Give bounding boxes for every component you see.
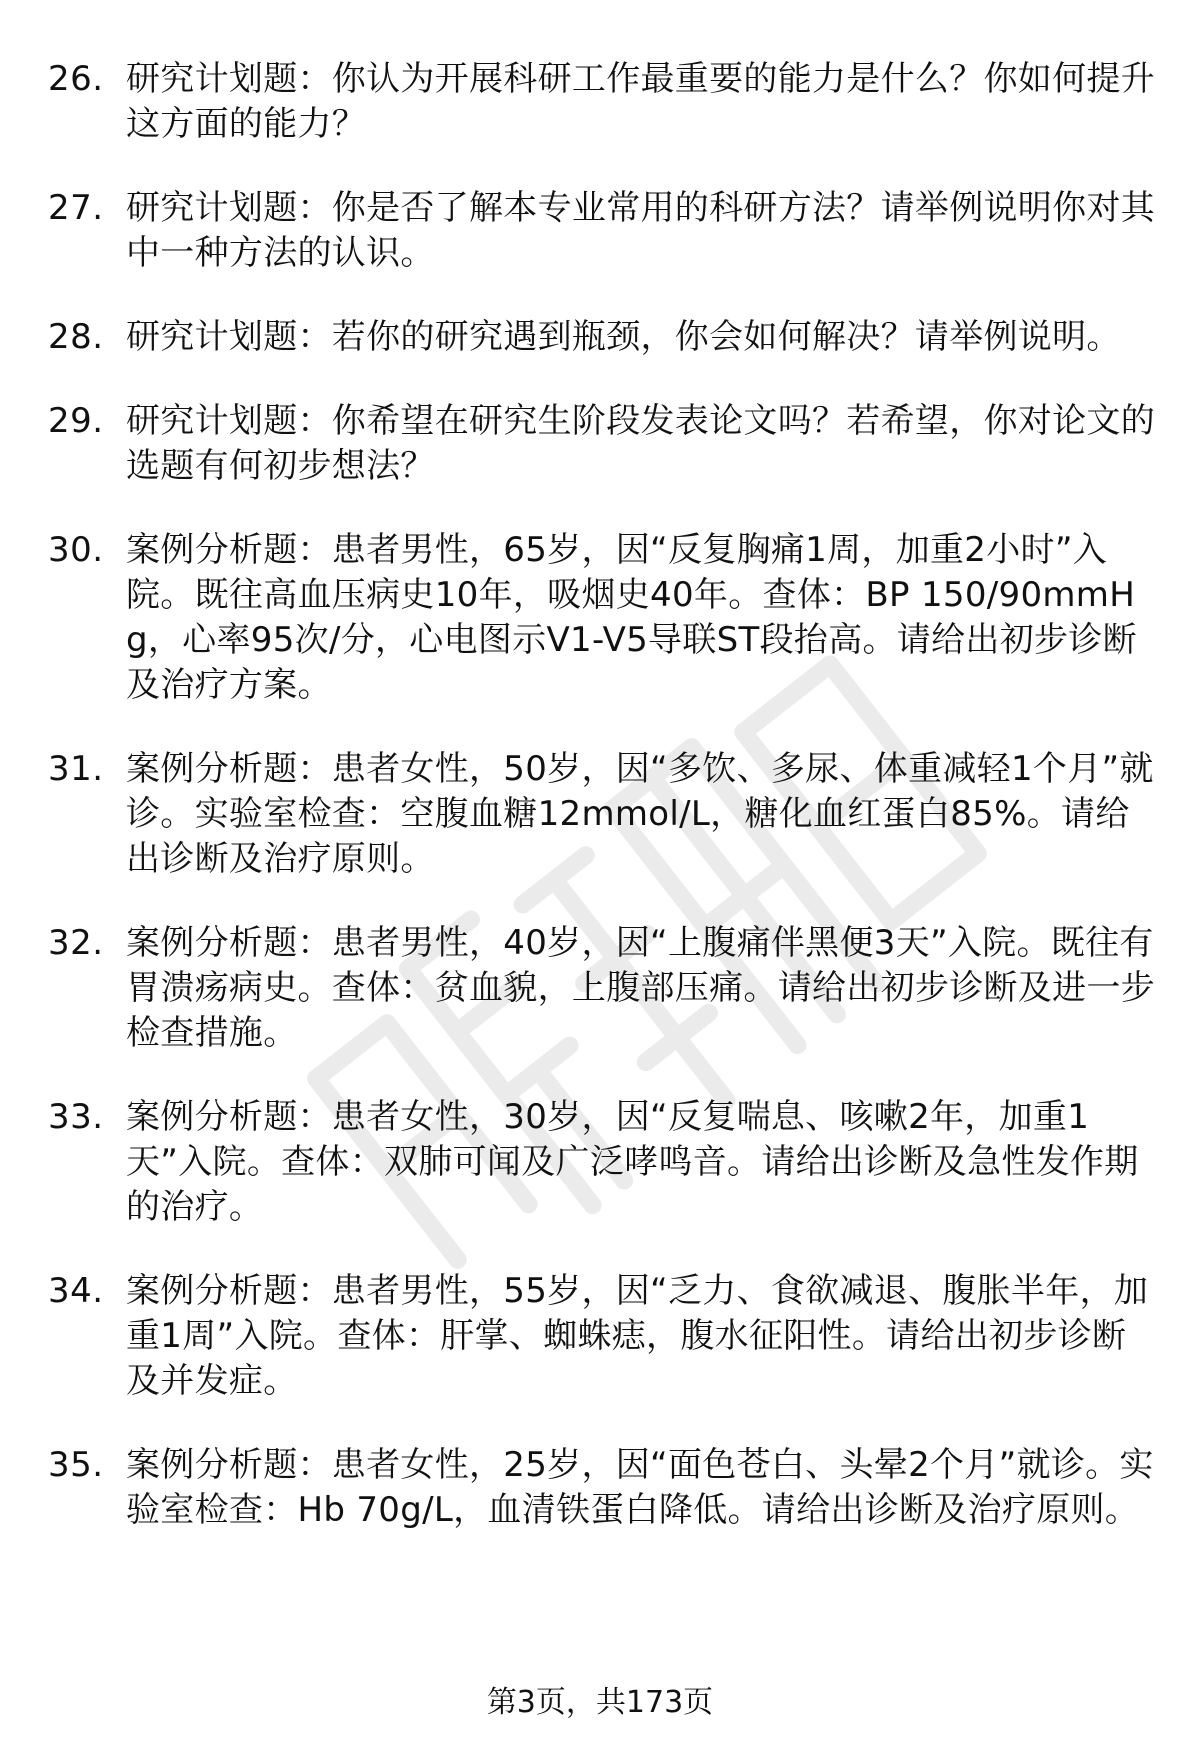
question-text: 研究计划题：若你的研究遇到瓶颈，你会如何解决？请举例说明。 bbox=[126, 317, 1121, 357]
list-item bbox=[48, 186, 1158, 276]
question-number: 30. bbox=[48, 530, 104, 570]
question-number: 33. bbox=[48, 1097, 104, 1137]
question-text: 研究计划题：你认为开展科研工作最重要的能力是什么？你如何提升这方面的能力？ bbox=[126, 59, 1155, 144]
page-number-footer: 第3页，共173页 bbox=[486, 1685, 714, 1720]
question-text: 案例分析题：患者男性，55岁，因“乏力、食欲减退、腹胀半年，加重1周”入院。查体：肝掌、蜘蛛痣，腹水征阳性。请给出初步诊断及并发症。 bbox=[126, 1271, 1149, 1401]
question-text: 案例分析题：患者女性，50岁，因“多饮、多尿、体重减轻1个月”就诊。实验室检查：空腹血糖12mmol/L，糖化血红蛋白85%。请给出诊断及治疗原则。 bbox=[126, 749, 1154, 879]
list-item bbox=[48, 315, 1158, 360]
question-text: 案例分析题：患者女性，25岁，因“面色苍白、头晕2个月”就诊。实验室检查：Hb 70g/L，血清铁蛋白降低。请给出诊断及治疗原则。 bbox=[126, 1445, 1154, 1530]
list-item bbox=[48, 1269, 1158, 1404]
question-text: 研究计划题：你希望在研究生阶段发表论文吗？若希望，你对论文的选题有何初步想法？ bbox=[126, 401, 1155, 486]
question-number: 29. bbox=[48, 401, 104, 441]
list-item bbox=[48, 1095, 1158, 1230]
question-text: 案例分析题：患者女性，30岁，因“反复喘息、咳嗽2年，加重1天”入院。查体：双肺可闻及广泛哮鸣音。请给出诊断及急性发作期的治疗。 bbox=[126, 1097, 1139, 1227]
list-item bbox=[48, 528, 1158, 708]
question-list bbox=[48, 57, 1158, 1533]
question-text: 案例分析题：患者男性，40岁，因“上腹痛伴黑便3天”入院。既往有胃溃疡病史。查体：贫血貌，上腹部压痛。请给出初步诊断及进一步检查措施。 bbox=[126, 923, 1155, 1053]
question-text: 研究计划题：你是否了解本专业常用的科研方法？请举例说明你对其中一种方法的认识。 bbox=[126, 188, 1155, 273]
question-number: 34. bbox=[48, 1271, 104, 1311]
list-item bbox=[48, 921, 1158, 1056]
list-item bbox=[48, 57, 1158, 147]
question-text: 案例分析题：患者男性，65岁，因“反复胸痛1周，加重2小时”入院。既往高血压病史10年，吸烟史40年。查体：BP 150/90mmHg，心率95次/分，心电图示V1-V5导联ST段抬高。请给出初步诊断及治疗方案。 bbox=[126, 530, 1137, 705]
question-number: 27. bbox=[48, 188, 104, 228]
question-number: 28. bbox=[48, 317, 104, 357]
list-item bbox=[48, 399, 1158, 489]
question-number: 31. bbox=[48, 749, 104, 789]
question-number: 35. bbox=[48, 1445, 104, 1485]
list-item bbox=[48, 1443, 1158, 1533]
list-item bbox=[48, 747, 1158, 882]
question-number: 26. bbox=[48, 59, 104, 99]
question-number: 32. bbox=[48, 923, 104, 963]
